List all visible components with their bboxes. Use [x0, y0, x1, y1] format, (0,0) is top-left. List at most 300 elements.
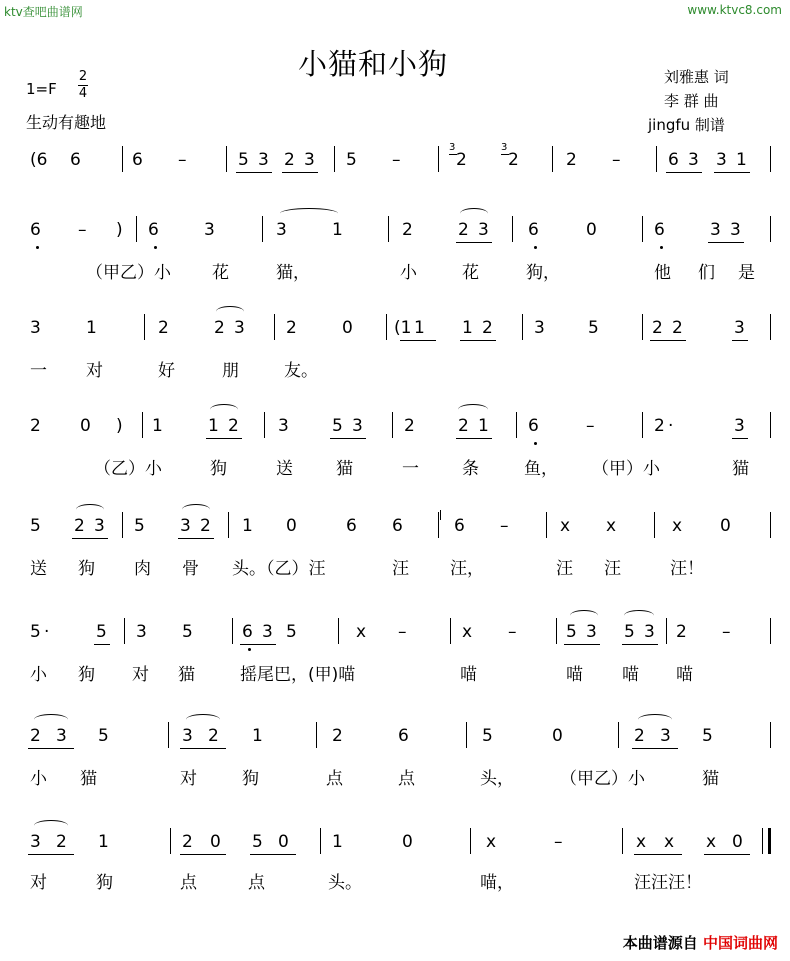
note: 5 — [566, 622, 577, 642]
bar-line — [770, 146, 771, 172]
note: 2 — [228, 416, 239, 436]
bar-line — [770, 722, 771, 748]
note: 0 — [720, 516, 731, 536]
beam-underline — [666, 172, 702, 173]
note: 6 — [668, 150, 679, 170]
bar-line — [142, 412, 143, 438]
note: 2 — [30, 726, 41, 746]
lyrics-row-6 — [26, 764, 770, 788]
note: 2 — [30, 416, 41, 436]
bar-line — [618, 722, 619, 748]
lyric-text: （甲乙）小 — [560, 769, 645, 789]
note: x — [636, 832, 647, 852]
beam-underline — [650, 340, 686, 341]
note: 1 — [462, 318, 473, 338]
note: 0 — [402, 832, 413, 852]
note: 2 — [286, 318, 297, 338]
lyric-text: 骨 — [182, 559, 199, 579]
lyric-text: 喵 — [460, 665, 477, 685]
lyric-text: 汪 — [392, 559, 409, 579]
bar-line — [642, 216, 643, 242]
note: 5 — [624, 622, 635, 642]
staff-row-4 — [26, 416, 770, 446]
grace-note: 3 — [501, 142, 508, 153]
staff-row-8 — [26, 832, 770, 862]
bar-line — [338, 618, 339, 644]
tempo-marking: 生动有趣地 — [26, 113, 107, 132]
beam-underline — [732, 340, 748, 341]
note: 6 — [454, 516, 465, 536]
bar-line — [654, 512, 655, 538]
beam-underline — [564, 644, 600, 645]
footer-label: 本曲谱源自 — [622, 934, 698, 952]
grace-note: 3 — [449, 142, 456, 153]
note: 6 — [654, 220, 665, 240]
note: 1 — [242, 516, 253, 536]
note: (6 — [30, 150, 48, 170]
note: 0 — [586, 220, 597, 240]
slur-arc — [186, 714, 220, 725]
note: 6 — [392, 516, 403, 536]
note: 3 — [180, 516, 191, 536]
note: 5 — [238, 150, 249, 170]
lyric-text: 是 — [738, 263, 755, 283]
lyric-text: 狗 — [78, 559, 95, 579]
staff-row-6 — [26, 622, 770, 652]
slur-arc — [34, 820, 68, 831]
note: 2 — [404, 416, 415, 436]
time-bottom: 4 — [78, 86, 88, 101]
lyric-text: 猫 — [80, 769, 97, 789]
bar-line — [388, 216, 389, 242]
bar-line — [334, 146, 335, 172]
lyric-text: 一 — [402, 459, 419, 479]
bar-line — [768, 828, 771, 854]
note: 3 — [276, 220, 287, 240]
note: – — [398, 622, 407, 642]
lyrics-row-5 — [26, 660, 770, 684]
bar-line — [622, 828, 623, 854]
note: 3 — [716, 150, 727, 170]
note: x — [560, 516, 571, 536]
lyric-text: 狗 — [210, 459, 227, 479]
lyric-text: 一 — [30, 361, 47, 381]
lyric-text: 汪汪汪！ — [634, 873, 702, 893]
lyric-text: 猫 — [732, 459, 749, 479]
bar-line — [642, 412, 643, 438]
beam-underline — [250, 854, 296, 855]
note: x — [462, 622, 473, 642]
note: x — [664, 832, 675, 852]
bar-line — [124, 618, 125, 644]
note: 0 — [210, 832, 221, 852]
note: 2 — [654, 416, 665, 436]
lyric-text: 肉 — [134, 559, 151, 579]
note: ) — [116, 416, 123, 436]
beam-underline — [622, 644, 658, 645]
note: 2 — [208, 726, 219, 746]
lyric-text: 对 — [180, 769, 197, 789]
beam-underline — [72, 538, 108, 539]
lyric-text: 猫， — [276, 263, 310, 283]
beam-underline — [178, 538, 214, 539]
lyric-text: 狗 — [96, 873, 113, 893]
lyric-text: 狗， — [526, 263, 560, 283]
note: 3 — [304, 150, 315, 170]
lyric-text: 狗 — [242, 769, 259, 789]
note: 3 — [644, 622, 655, 642]
bar-line — [656, 146, 657, 172]
bar-line — [136, 216, 137, 242]
note: 6 — [528, 220, 539, 240]
staff-row-1 — [26, 142, 770, 180]
beam-underline — [632, 748, 678, 749]
note: – — [78, 220, 87, 240]
note: 1 — [414, 318, 425, 338]
bar-line — [438, 512, 439, 538]
note: 2 — [200, 516, 211, 536]
lyric-text: 花 — [212, 263, 229, 283]
bar-line — [556, 618, 557, 644]
note: 3 — [94, 516, 105, 536]
note: 1 — [98, 832, 109, 852]
beam-underline — [732, 438, 748, 439]
lyric-text: 对 — [132, 665, 149, 685]
lyric-text: 头， — [480, 769, 514, 789]
note: 1 — [86, 318, 97, 338]
note: 0 — [278, 832, 289, 852]
lyric-text: 好 — [158, 361, 175, 381]
note: 3 — [710, 220, 721, 240]
note: 5 — [98, 726, 109, 746]
note: 3 — [204, 220, 215, 240]
bar-line — [642, 314, 643, 340]
lyric-text: （甲）小 — [592, 459, 660, 479]
note: 6 — [528, 416, 539, 436]
note: 5 — [252, 832, 263, 852]
staff-row-5 — [26, 516, 770, 546]
bar-line — [466, 722, 467, 748]
bar-line — [770, 314, 771, 340]
bar-line — [232, 618, 233, 644]
bar-line — [512, 216, 513, 242]
note: 2 — [652, 318, 663, 338]
note: 0 — [552, 726, 563, 746]
note: (1 — [394, 318, 412, 338]
note: – — [586, 416, 595, 436]
lyric-text: 点 — [248, 873, 265, 893]
note: x — [606, 516, 617, 536]
bar-line — [450, 618, 451, 644]
score-maker: jingfu 制谱 — [648, 116, 725, 134]
note: 2 — [672, 318, 683, 338]
note: 3 — [730, 220, 741, 240]
note: x — [356, 622, 367, 642]
lyric-text: 小 — [30, 665, 47, 685]
lyric-text: 他 — [654, 263, 671, 283]
beam-underline — [28, 854, 74, 855]
note: 0 — [732, 832, 743, 852]
note: 6 — [242, 622, 253, 642]
note: 1 — [208, 416, 219, 436]
note: ) — [116, 220, 123, 240]
note: · — [44, 622, 50, 642]
lyrics-row-2 — [26, 356, 770, 380]
octave-dot — [534, 442, 537, 445]
lyric-text: 条 — [462, 459, 479, 479]
lyric-text: 喵 — [566, 665, 583, 685]
note: 5 — [702, 726, 713, 746]
note: 5 — [134, 516, 145, 536]
note: – — [554, 832, 563, 852]
note: 1 — [478, 416, 489, 436]
bar-line — [122, 146, 123, 172]
bar-line — [226, 146, 227, 172]
lyric-text: 点 — [326, 769, 343, 789]
note: 2 — [74, 516, 85, 536]
slur-arc — [280, 208, 338, 219]
grace-underline — [501, 154, 509, 155]
bar-line — [438, 146, 439, 172]
beam-underline — [460, 340, 496, 341]
bar-line — [316, 722, 317, 748]
slur-arc — [34, 714, 68, 725]
note: 6 — [30, 220, 41, 240]
note: 5 — [482, 726, 493, 746]
slur-arc — [460, 208, 488, 219]
lyrics-row-3 — [26, 454, 770, 478]
bar-line — [762, 828, 763, 854]
bar-line — [552, 146, 553, 172]
note: 3 — [30, 318, 41, 338]
lyric-text: 友。 — [284, 361, 318, 381]
note: 3 — [734, 416, 745, 436]
note: – — [612, 150, 621, 170]
octave-dot — [660, 246, 663, 249]
lyricist: 刘雅惠 词 — [664, 68, 729, 86]
note: 3 — [586, 622, 597, 642]
watermark-right: www.ktvc8.com — [687, 3, 782, 17]
footer-site: 中国词曲网 — [702, 934, 778, 952]
note: x — [486, 832, 497, 852]
note: 2 — [182, 832, 193, 852]
note: 3 — [182, 726, 193, 746]
slur-arc — [570, 610, 598, 621]
note: 1 — [332, 220, 343, 240]
bar-line — [770, 512, 771, 538]
bar-line — [320, 828, 321, 854]
note: 3 — [136, 622, 147, 642]
note: 0 — [80, 416, 91, 436]
lyric-text: 对 — [86, 361, 103, 381]
note: 2 — [456, 150, 467, 170]
staff-row-2 — [26, 220, 770, 250]
beam-underline — [456, 242, 492, 243]
note: 3 — [234, 318, 245, 338]
note: 6 — [148, 220, 159, 240]
note: 0 — [342, 318, 353, 338]
beam-underline — [28, 748, 74, 749]
note: x — [672, 516, 683, 536]
note: 5 — [588, 318, 599, 338]
lyric-text: 狗 — [78, 665, 95, 685]
octave-dot — [36, 246, 39, 249]
note: 1 — [736, 150, 747, 170]
lyric-text: 猫 — [336, 459, 353, 479]
note: 3 — [352, 416, 363, 436]
bar-line — [770, 618, 771, 644]
note: 3 — [734, 318, 745, 338]
note: 0 — [286, 516, 297, 536]
note: 1 — [332, 832, 343, 852]
note: 3 — [534, 318, 545, 338]
lyric-text: 摇尾巴，(甲)喵 — [240, 665, 356, 685]
lyric-text: 送 — [30, 559, 47, 579]
note: 2 — [332, 726, 343, 746]
note: 3 — [262, 622, 273, 642]
note: 6 — [398, 726, 409, 746]
lyric-text: 送 — [276, 459, 293, 479]
note: – — [392, 150, 401, 170]
note: – — [722, 622, 731, 642]
beam-underline — [180, 854, 226, 855]
note: 5 — [182, 622, 193, 642]
note: 6 — [70, 150, 81, 170]
bar-line — [546, 512, 547, 538]
note: 3 — [660, 726, 671, 746]
note: 5 — [30, 622, 41, 642]
beam-underline — [94, 644, 110, 645]
note: 3 — [30, 832, 41, 852]
bar-line — [386, 314, 387, 340]
bar-line — [228, 512, 229, 538]
lyric-text: （乙）小 — [94, 459, 162, 479]
lyrics-row-7 — [26, 868, 770, 892]
note: 5 — [332, 416, 343, 436]
note: 3 — [478, 220, 489, 240]
lyric-text: 鱼， — [524, 459, 558, 479]
beam-underline — [240, 644, 276, 645]
song-title: 小猫和小狗 — [298, 47, 449, 81]
slur-arc — [458, 404, 488, 415]
bar-line — [770, 412, 771, 438]
footer-source — [623, 932, 778, 953]
note: · — [668, 416, 674, 436]
time-top: 2 — [78, 69, 88, 84]
octave-dot — [154, 246, 157, 249]
beam-underline — [236, 172, 272, 173]
note: 2 — [56, 832, 67, 852]
bar-line — [170, 828, 171, 854]
bar-line — [274, 314, 275, 340]
lyric-text: 小 — [400, 263, 417, 283]
bar-line — [516, 412, 517, 438]
slur-arc — [638, 714, 672, 725]
lyric-text: 花 — [462, 263, 479, 283]
note: 2 — [458, 220, 469, 240]
lyrics-row-1 — [26, 258, 770, 282]
note: 2 — [566, 150, 577, 170]
beam-underline — [400, 340, 436, 341]
note: 2 — [214, 318, 225, 338]
bar-line — [264, 412, 265, 438]
note: 2 — [458, 416, 469, 436]
tick-mark — [440, 510, 441, 520]
lyric-text: 汪！ — [670, 559, 704, 579]
lyric-text: 朋 — [222, 361, 239, 381]
beam-underline — [282, 172, 318, 173]
note: 6 — [346, 516, 357, 536]
lyrics-row-4 — [26, 554, 770, 578]
note: – — [500, 516, 509, 536]
note: 1 — [152, 416, 163, 436]
octave-dot — [534, 246, 537, 249]
bar-line — [144, 314, 145, 340]
bar-line — [392, 412, 393, 438]
note: 5 — [346, 150, 357, 170]
bar-line — [470, 828, 471, 854]
watermark-left: ktv查吧曲谱网 — [4, 5, 83, 19]
note: 2 — [158, 318, 169, 338]
lyric-text: 小 — [30, 769, 47, 789]
bar-line — [522, 314, 523, 340]
bar-line — [168, 722, 169, 748]
note: 6 — [132, 150, 143, 170]
staff-row-3 — [26, 318, 770, 348]
note: x — [706, 832, 717, 852]
slur-arc — [182, 504, 210, 515]
lyric-text: （甲乙）小 — [86, 263, 171, 283]
note: 3 — [258, 150, 269, 170]
beam-underline — [206, 438, 242, 439]
beam-underline — [708, 242, 744, 243]
time-signature — [78, 70, 88, 101]
lyric-text: 汪 — [604, 559, 621, 579]
beam-underline — [180, 748, 226, 749]
bar-line — [122, 512, 123, 538]
octave-dot — [248, 648, 251, 651]
beam-underline — [330, 438, 366, 439]
beam-underline — [704, 854, 750, 855]
slur-arc — [210, 404, 238, 415]
note: 2 — [284, 150, 295, 170]
slur-arc — [624, 610, 654, 621]
note: 3 — [56, 726, 67, 746]
lyric-text: 点 — [398, 769, 415, 789]
key-signature: 1=F — [26, 80, 57, 98]
lyric-text: 喵， — [480, 873, 514, 893]
note: 2 — [402, 220, 413, 240]
note: 3 — [278, 416, 289, 436]
note: – — [508, 622, 517, 642]
lyric-text: 喵 — [676, 665, 693, 685]
lyric-text: 对 — [30, 873, 47, 893]
note: 3 — [688, 150, 699, 170]
lyric-text: 猫 — [178, 665, 195, 685]
slur-arc — [216, 306, 244, 317]
note: 2 — [482, 318, 493, 338]
note: 1 — [252, 726, 263, 746]
note: 2 — [676, 622, 687, 642]
staff-row-7 — [26, 726, 770, 756]
lyric-text: 汪， — [450, 559, 484, 579]
lyric-text: 头。 — [328, 873, 362, 893]
bar-line — [666, 618, 667, 644]
note: 5 — [96, 622, 107, 642]
bar-line — [262, 216, 263, 242]
note: – — [178, 150, 187, 170]
beam-underline — [714, 172, 750, 173]
